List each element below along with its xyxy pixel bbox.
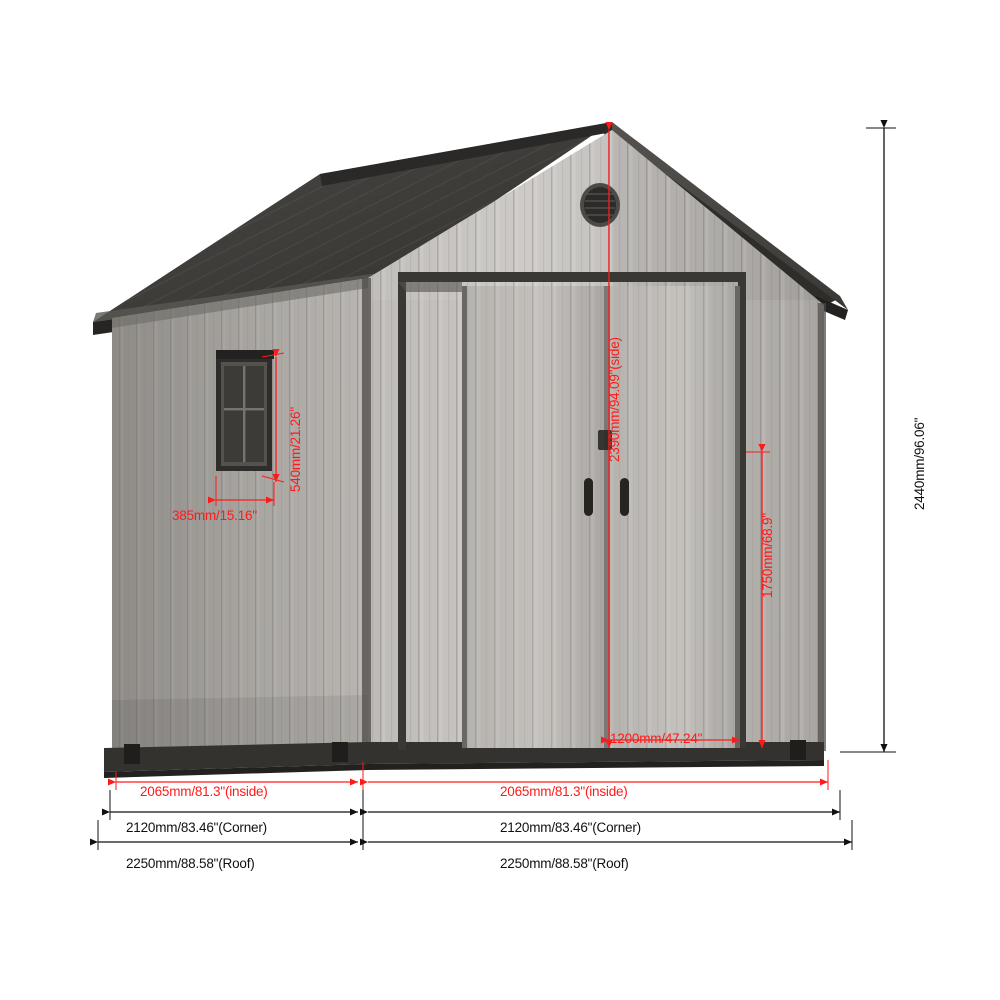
label-roof-left: 2250mm/88.58"(Roof): [126, 856, 255, 871]
label-roof-right: 2250mm/88.58"(Roof): [500, 856, 629, 871]
label-door-leaf-height: 1750mm/68.9": [760, 513, 775, 598]
label-door-opening-height: 2390mm/94.09"(side): [607, 337, 622, 462]
label-door-width: 1200mm/47.24": [610, 731, 703, 746]
label-window-height: 540mm/21.26": [288, 407, 303, 492]
label-inside-right: 2065mm/81.3"(inside): [500, 784, 628, 799]
label-overall-height: 2440mm/96.06": [912, 417, 927, 510]
label-inside-left: 2065mm/81.3"(inside): [140, 784, 268, 799]
label-window-width: 385mm/15.16": [172, 508, 257, 523]
label-corner-left: 2120mm/83.46"(Corner): [126, 820, 267, 835]
label-corner-right: 2120mm/83.46"(Corner): [500, 820, 641, 835]
